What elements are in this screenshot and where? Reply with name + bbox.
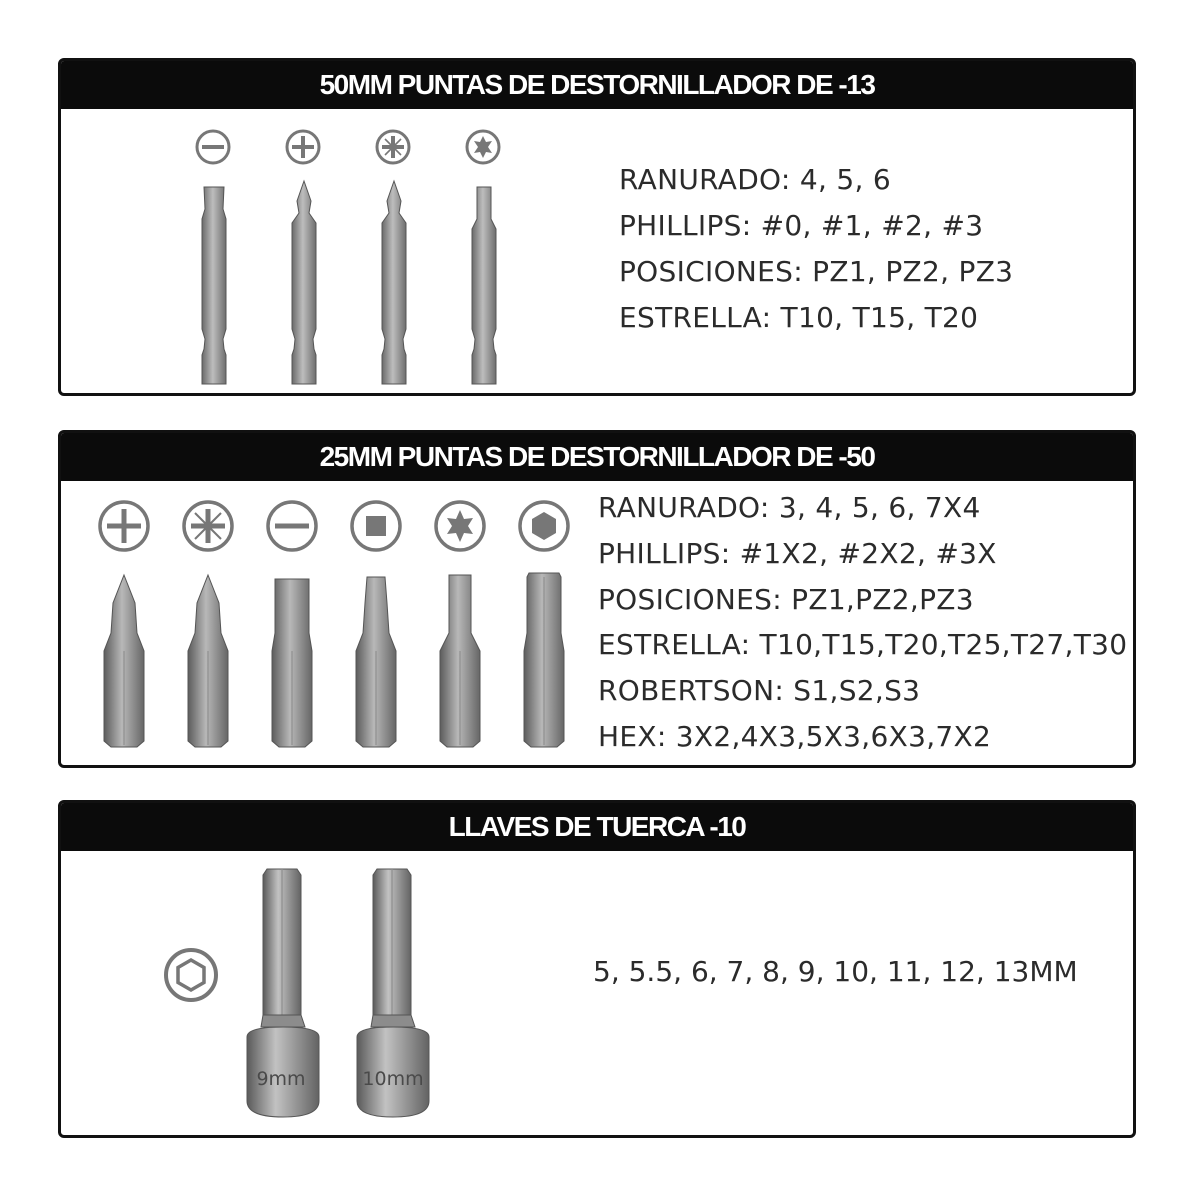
bit-50mm-slotted (197, 179, 231, 389)
nut-driver-label: 9mm (256, 1068, 306, 1090)
nut-driver-sizes: 5, 5.5, 6, 7, 8, 9, 10, 11, 12, 13MM (593, 955, 1078, 988)
spec-item: RANURADO: 3, 4, 5, 6, 7X4 (598, 491, 981, 524)
phillips-icon (97, 499, 151, 553)
panel-nut-drivers-body (61, 851, 1133, 1135)
bit-50mm-torx (467, 179, 501, 389)
bit-25mm-pozidriv (181, 573, 235, 749)
phillips-icon (285, 129, 321, 165)
spec-item: HEX: 3X2,4X3,5X3,6X3,7X2 (598, 719, 992, 753)
spec-item: RANURADO: 4, 5, 6 (619, 163, 891, 196)
panel-nut-drivers (58, 800, 1136, 1138)
spec-item: PHILLIPS: #1X2, #2X2, #3X (598, 536, 997, 570)
torx-icon (433, 499, 487, 553)
bit-25mm-phillips (97, 573, 151, 749)
slotted-icon (265, 499, 319, 553)
torx-icon (465, 129, 501, 165)
bit-25mm-hex (517, 573, 571, 749)
nut-driver-9mm (243, 865, 323, 1121)
slotted-icon (195, 129, 231, 165)
spec-item: ESTRELLA: T10, T15, T20 (619, 301, 979, 334)
panel-25mm-bits (58, 430, 1136, 768)
nut-driver-10mm (353, 865, 433, 1121)
pozidriv-icon (375, 129, 411, 165)
hex-icon (517, 499, 571, 553)
panel-nut-drivers-title: LLAVES DE TUERCA -10 (61, 803, 1133, 851)
hex-nut-icon (163, 947, 219, 1003)
spec-item: ESTRELLA: T10,T15,T20,T25,T27,T30 (598, 628, 1128, 662)
bit-25mm-torx (433, 573, 487, 749)
bit-50mm-pozidriv (377, 179, 411, 389)
bit-50mm-phillips (287, 179, 321, 389)
square-robertson-icon (349, 499, 403, 553)
spec-item: POSICIONES: PZ1,PZ2,PZ3 (598, 582, 974, 616)
spec-list-25mm (598, 491, 1127, 766)
pozidriv-icon (181, 499, 235, 553)
nut-driver-label: 10mm (362, 1068, 424, 1090)
spec-list-50mm (619, 163, 1013, 347)
panel-50mm-body (61, 109, 1133, 393)
spec-item: POSICIONES: PZ1, PZ2, PZ3 (619, 255, 1014, 288)
panel-25mm-body (61, 481, 1133, 765)
spec-item: PHILLIPS: #0, #1, #2, #3 (619, 209, 984, 242)
spec-item: ROBERTSON: S1,S2,S3 (598, 674, 921, 708)
bit-25mm-robertson (349, 573, 403, 749)
bit-25mm-slotted (265, 573, 319, 749)
panel-50mm-title: 50MM PUNTAS DE DESTORNILLADOR DE -13 (61, 61, 1133, 109)
panel-25mm-title: 25MM PUNTAS DE DESTORNILLADOR DE -50 (61, 433, 1133, 481)
panel-50mm-bits (58, 58, 1136, 396)
